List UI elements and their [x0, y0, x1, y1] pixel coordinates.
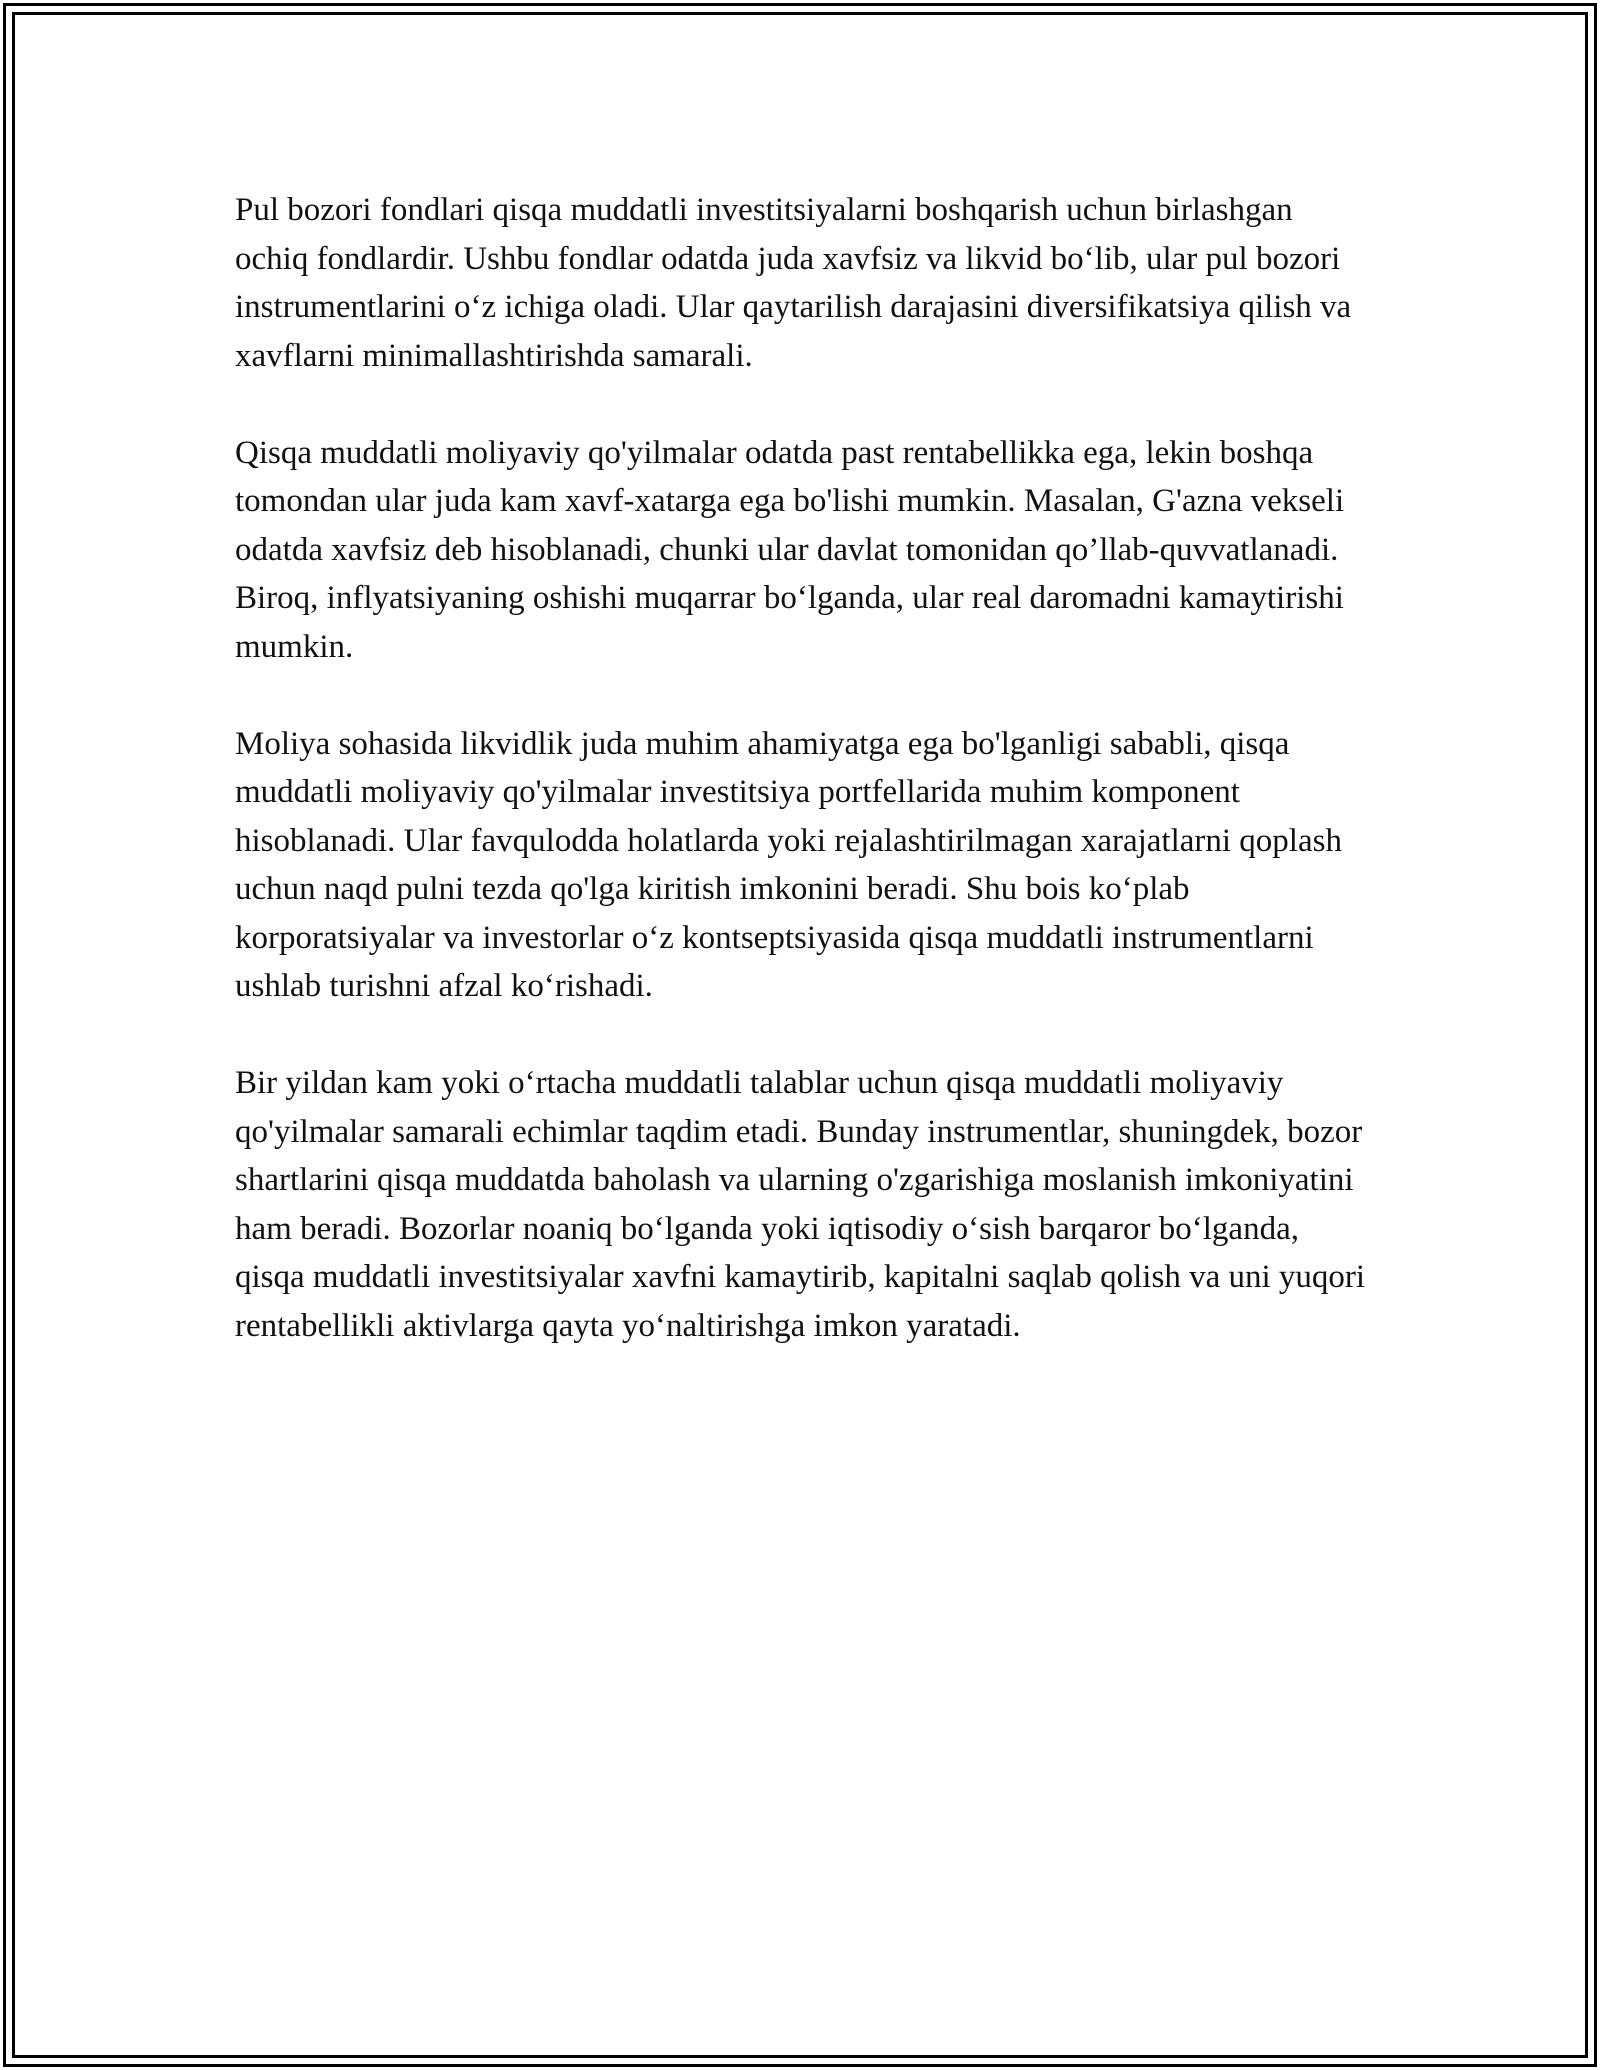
paragraph: Bir yildan kam yoki o‘rtacha muddatli talablar uchun qisqa muddatli moliyaviy qo'yilmalar samarali echimlar taqdim etadi. Bunday instrumentlar, shuningdek, bozor shartlarini qisqa muddatda baholash va ularning o'zgarishiga moslanish imkoniyatini ham beradi. Bozorlar noaniq bo‘lganda yoki iqtisodiy o‘sish barqaror bo‘lganda, qisqa muddatli investitsiyalar xavfni kamaytirib, kapitalni saqlab qolish va uni yuqori rentabellikli aktivlarga qayta yo‘naltirishga imkon yaratadi.: [235, 1065, 1366, 1344]
document-body: [235, 186, 1370, 1399]
paragraph: Moliya sohasida likvidlik juda muhim ahamiyatga ega bo'lganligi sababli, qisqa muddatli moliyaviy qo'yilmalar investitsiya portfellarida muhim komponent hisoblanadi. Ular favqulodda holatlarda yoki rejalashtirilmagan xarajatlarni qoplash uchun naqd pulni tezda qo'lga kiritish imkonini beradi. Shu bois ko‘plab korporatsiyalar va investorlar o‘z kontseptsiyasida qisqa muddatli instrumentlarni ushlab turishni afzal ko‘rishadi.: [235, 725, 1342, 1004]
paragraph: Qisqa muddatli moliyaviy qo'yilmalar odatda past rentabellikka ega, lekin boshqa tomondan ular juda kam xavf-xatarga ega bo'lishi mumkin. Masalan, G'azna vekseli odatda xavfsiz deb hisoblanadi, chunki ular davlat tomonidan qo’llab-quvvatlanadi. Biroq, inflyatsiyaning oshishi muqarrar bo‘lganda, ular real daromadni kamaytirishi mumkin.: [235, 434, 1345, 665]
paragraph: Pul bozori fondlari qisqa muddatli investitsiyalarni boshqarish uchun birlashgan ochiq fondlardir. Ushbu fondlar odatda juda xavfsiz va likvid bo‘lib, ular pul bozori instrumentlarini o‘z ichiga oladi. Ular qaytarilish darajasini diversifikatsiya qilish va xavflarni minimallashtirishda samarali.: [235, 192, 1352, 374]
